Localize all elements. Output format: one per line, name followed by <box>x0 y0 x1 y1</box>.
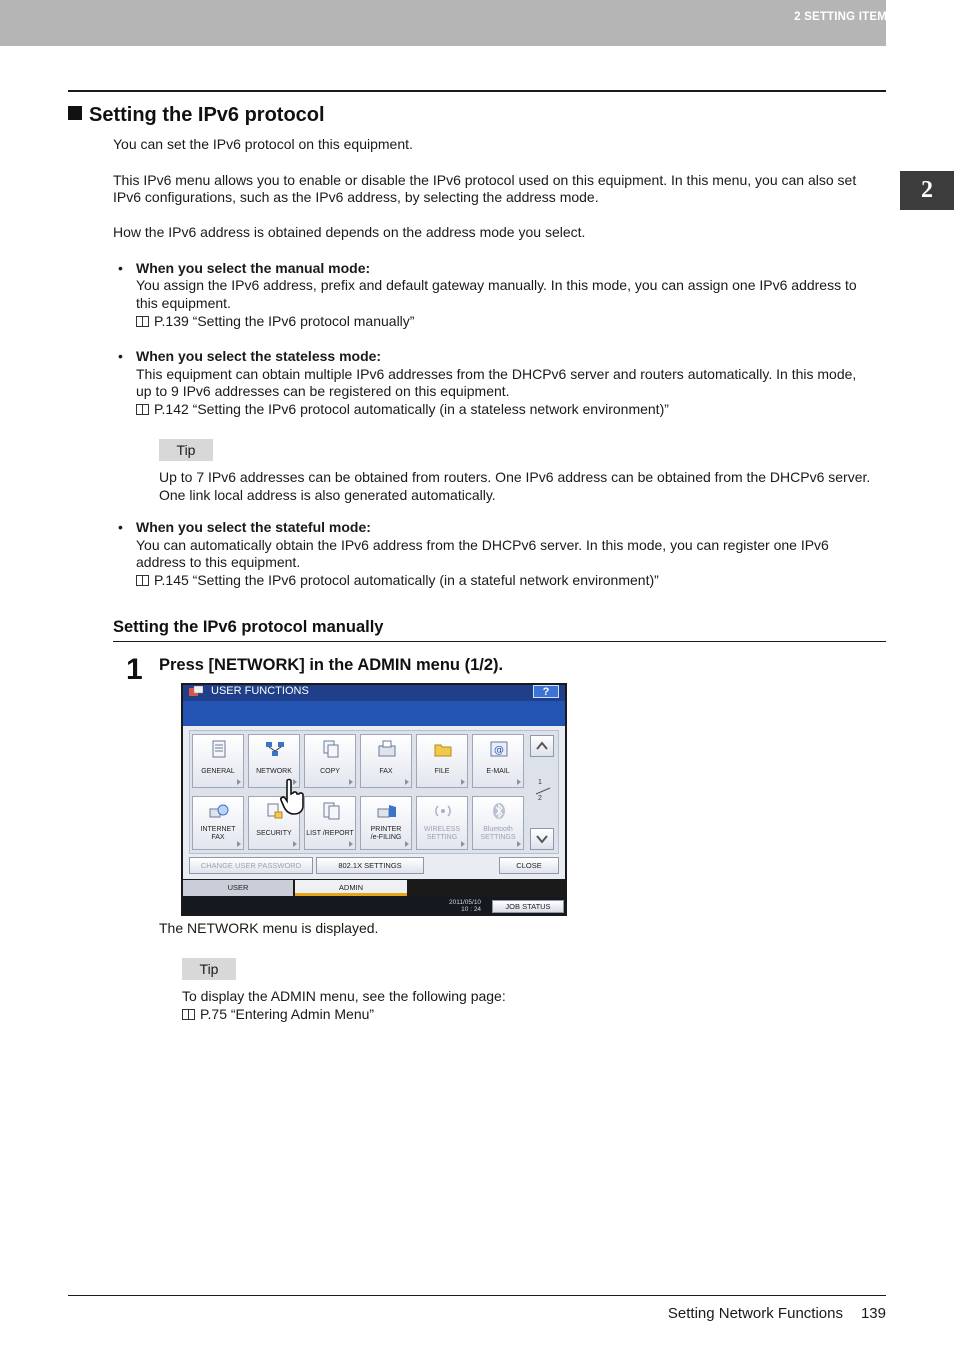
fax-icon <box>377 739 397 759</box>
security-tile[interactable]: SECURITY <box>248 796 300 850</box>
page-reference-link[interactable]: P.139 “Setting the IPv6 protocol manually” <box>136 313 414 331</box>
mode-text: You assign the IPv6 address, prefix and default gateway manually. In this mode, you can assign one IPv6 address to <box>136 277 857 293</box>
mode-text: You can automatically obtain the IPv6 address from the DHCPv6 server. In this mode, you can register one IPv6 <box>136 537 829 553</box>
book-icon <box>136 316 149 327</box>
change-user-password-button[interactable]: CHANGE USER PASSWORD <box>189 857 313 874</box>
page-indicator-bottom: 2 <box>538 795 542 802</box>
bluetooth-settings-tile[interactable]: Bluetooth SETTINGS <box>472 796 524 850</box>
bullet-dot-icon: • <box>118 260 123 276</box>
wireless-icon <box>433 801 453 821</box>
chevron-up-icon <box>531 736 553 756</box>
page-up-button[interactable] <box>530 735 554 757</box>
title-rule <box>68 90 886 92</box>
user-functions-icon <box>189 686 203 696</box>
mode-text: up to 9 IPv6 addresses can be registered on this equipment. <box>136 383 510 399</box>
tip-text: One link local address is also generated automatically. <box>159 487 496 503</box>
book-icon <box>136 404 149 415</box>
help-button[interactable]: ? <box>533 685 559 698</box>
screen-blue-band <box>183 701 565 726</box>
printer-efiling-tile[interactable]: PRINTER /e-FILING <box>360 796 412 850</box>
network-tile[interactable]: NETWORK <box>248 734 300 788</box>
square-bullet-icon <box>68 106 82 120</box>
close-button[interactable]: CLOSE <box>499 857 559 874</box>
mode-text: This equipment can obtain multiple IPv6 addresses from the DHCPv6 server and routers automatically. In this mode, <box>136 366 857 382</box>
copy-icon <box>321 739 341 759</box>
folder-icon <box>433 739 453 759</box>
section-header: 2 SETTING ITEMS (ADMIN) <box>794 11 945 23</box>
document-icon <box>209 739 229 759</box>
list-report-tile[interactable]: LIST /REPORT <box>304 796 356 850</box>
tip-label: Tip <box>159 439 213 461</box>
step-number: 1 <box>126 653 143 686</box>
job-status-button[interactable]: JOB STATUS <box>492 900 564 913</box>
page-reference-link[interactable]: P.142 “Setting the IPv6 protocol automatically (in a stateless network environment)” <box>136 401 669 419</box>
email-tile[interactable]: @ E-MAIL <box>472 734 524 788</box>
tab-user[interactable]: USER <box>183 880 293 896</box>
screen-title: USER FUNCTIONS <box>211 685 309 697</box>
general-tile[interactable]: GENERAL <box>192 734 244 788</box>
tip-text: Up to 7 IPv6 addresses can be obtained from routers. One IPv6 address can be obtained from the DHCPv6 server. <box>159 469 871 485</box>
subsection-title: Setting the IPv6 protocol manually <box>113 618 384 636</box>
wireless-setting-tile[interactable]: WIRELESS SETTING <box>416 796 468 850</box>
page-number: 139 <box>860 1305 886 1322</box>
book-icon <box>136 575 149 586</box>
page-title: Setting the IPv6 protocol <box>68 104 325 127</box>
status-date: 2011/05/10 10 : 24 <box>449 899 482 913</box>
fax-tile[interactable]: FAX <box>360 734 412 788</box>
intro-p3: How the IPv6 address is obtained depends on the address mode you select. <box>113 224 586 240</box>
footer-rule <box>68 1295 886 1296</box>
mode-heading: When you select the stateless mode: <box>136 348 382 364</box>
chevron-down-icon <box>531 829 553 849</box>
mode-heading: When you select the manual mode: <box>136 260 371 276</box>
page-down-button[interactable] <box>530 828 554 850</box>
file-tile[interactable]: FILE <box>416 734 468 788</box>
internet-fax-tile[interactable]: INTERNET FAX <box>192 796 244 850</box>
mode-heading: When you select the stateful mode: <box>136 519 371 535</box>
internet-fax-icon <box>209 801 229 821</box>
page-divider-icon <box>535 787 551 795</box>
copy-tile[interactable]: COPY <box>304 734 356 788</box>
bullet-dot-icon: • <box>118 348 123 364</box>
email-icon <box>489 739 509 759</box>
mode-text: this equipment. <box>136 295 231 311</box>
control-panel-screenshot <box>181 683 567 916</box>
mode-text: address to this equipment. <box>136 554 301 570</box>
tip-label: Tip <box>182 958 236 980</box>
page-reference-link[interactable]: P.145 “Setting the IPv6 protocol automatically (in a stateful network environment)” <box>136 572 659 590</box>
page-indicator-top: 1 <box>538 779 542 786</box>
page-reference-link[interactable]: P.75 “Entering Admin Menu” <box>182 1006 374 1024</box>
intro-p1: You can set the IPv6 protocol on this equipment. <box>113 136 413 152</box>
intro-p2-line1: This IPv6 menu allows you to enable or disable the IPv6 protocol used on this equipment. In this menu, you can also set <box>113 172 857 188</box>
hand-pointer-icon <box>279 778 307 816</box>
footer: Setting Network Functions 139 <box>667 1305 886 1322</box>
book-icon <box>182 1009 195 1020</box>
svg-text:@: @ <box>494 745 504 756</box>
intro-p2-line2: IPv6 configurations, such as the IPv6 address, by selecting the address mode. <box>113 189 599 205</box>
network-icon <box>265 739 285 759</box>
tip-text: To display the ADMIN menu, see the following page: <box>182 988 506 1004</box>
tab-admin[interactable]: ADMIN <box>295 880 407 896</box>
bluetooth-icon <box>489 801 509 821</box>
bullet-dot-icon: • <box>118 519 123 535</box>
header-bar <box>0 0 886 46</box>
step-result: The NETWORK menu is displayed. <box>159 920 379 936</box>
subsection-rule <box>113 641 886 642</box>
chapter-tab: 2 <box>900 171 954 210</box>
step-title: Press [NETWORK] in the ADMIN menu (1/2). <box>159 656 504 674</box>
printer-icon <box>377 801 397 821</box>
8021x-settings-button[interactable]: 802.1X SETTINGS <box>316 857 424 874</box>
report-icon <box>321 801 341 821</box>
